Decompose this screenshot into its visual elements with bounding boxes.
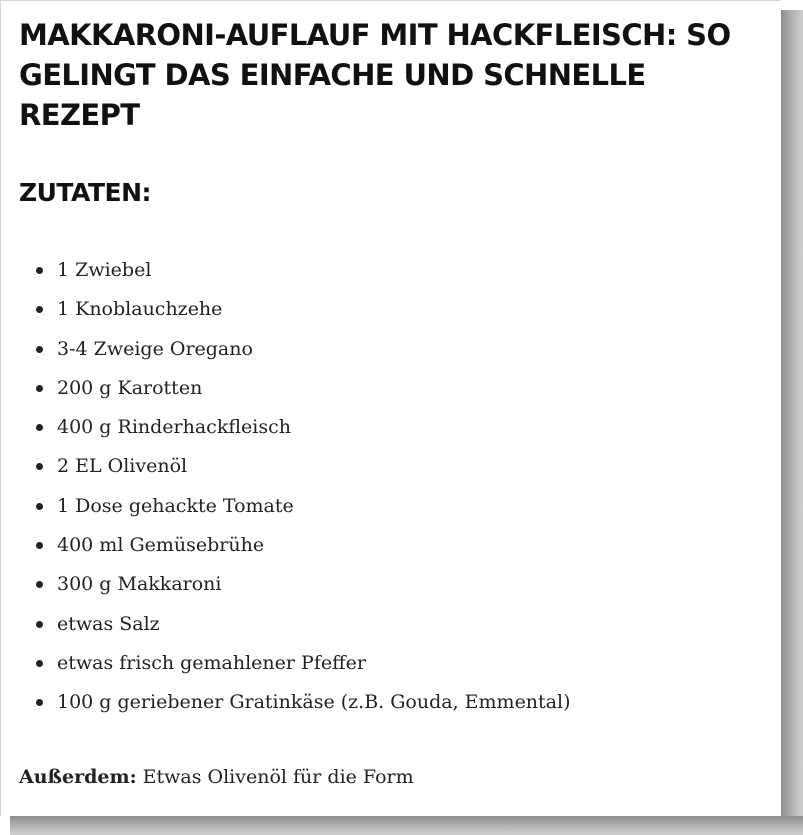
ingredient-item bbox=[19, 605, 571, 644]
bullet-icon bbox=[36, 503, 43, 510]
ingredient-text: 100 g geriebener Gratinkäse (z.B. Gouda, Emmental) bbox=[57, 691, 571, 714]
ingredient-item bbox=[19, 644, 571, 683]
ingredient-text: 2 EL Olivenöl bbox=[57, 455, 188, 478]
recipe-title: MAKKARONI-AUFLAUF MIT HACKFLEISCH: SO GELINGT DAS EINFACHE UND SCHNELLE REZEPT bbox=[19, 18, 731, 132]
ingredient-item bbox=[19, 447, 571, 486]
ingredient-text: 3-4 Zweige Oregano bbox=[57, 337, 253, 360]
ingredient-text: etwas Salz bbox=[57, 612, 160, 635]
ingredient-text: 400 g Rinderhackfleisch bbox=[57, 416, 291, 439]
ingredient-text: 200 g Karotten bbox=[57, 376, 203, 399]
ingredient-text: 400 ml Gemüsebrühe bbox=[57, 534, 265, 557]
ingredient-text: 300 g Makkaroni bbox=[57, 573, 222, 596]
ingredient-item bbox=[19, 408, 571, 447]
bullet-icon bbox=[36, 581, 43, 588]
ingredient-item bbox=[19, 251, 571, 290]
page-shadow bbox=[781, 10, 803, 835]
ingredient-text: 1 Dose gehackte Tomate bbox=[57, 494, 294, 517]
ingredient-item bbox=[19, 526, 571, 565]
bullet-icon bbox=[36, 346, 43, 353]
ingredient-item bbox=[19, 330, 571, 369]
ingredient-item bbox=[19, 487, 571, 526]
bullet-icon bbox=[36, 621, 43, 628]
bullet-icon bbox=[36, 385, 43, 392]
ingredients-list bbox=[19, 251, 571, 723]
bullet-icon bbox=[36, 542, 43, 549]
additional-note bbox=[19, 762, 414, 792]
ingredient-text: etwas frisch gemahlener Pfeffer bbox=[57, 651, 366, 674]
ingredient-text: 1 Zwiebel bbox=[57, 259, 152, 281]
ingredient-item bbox=[19, 369, 571, 408]
note-text: Etwas Olivenöl für die Form bbox=[136, 766, 414, 788]
bullet-icon bbox=[36, 424, 43, 431]
ingredients-heading: ZUTATEN: bbox=[19, 178, 151, 207]
ingredient-text: 1 Knoblauchzehe bbox=[57, 298, 223, 321]
bullet-icon bbox=[36, 267, 43, 274]
ingredient-item bbox=[19, 683, 571, 722]
ingredient-item bbox=[19, 290, 571, 329]
bullet-icon bbox=[36, 463, 43, 470]
ingredient-item bbox=[19, 565, 571, 604]
page-shadow bbox=[10, 816, 803, 835]
bullet-icon bbox=[36, 699, 43, 706]
bullet-icon bbox=[36, 306, 43, 313]
bullet-icon bbox=[36, 660, 43, 667]
note-label: Außerdem: bbox=[19, 766, 137, 788]
